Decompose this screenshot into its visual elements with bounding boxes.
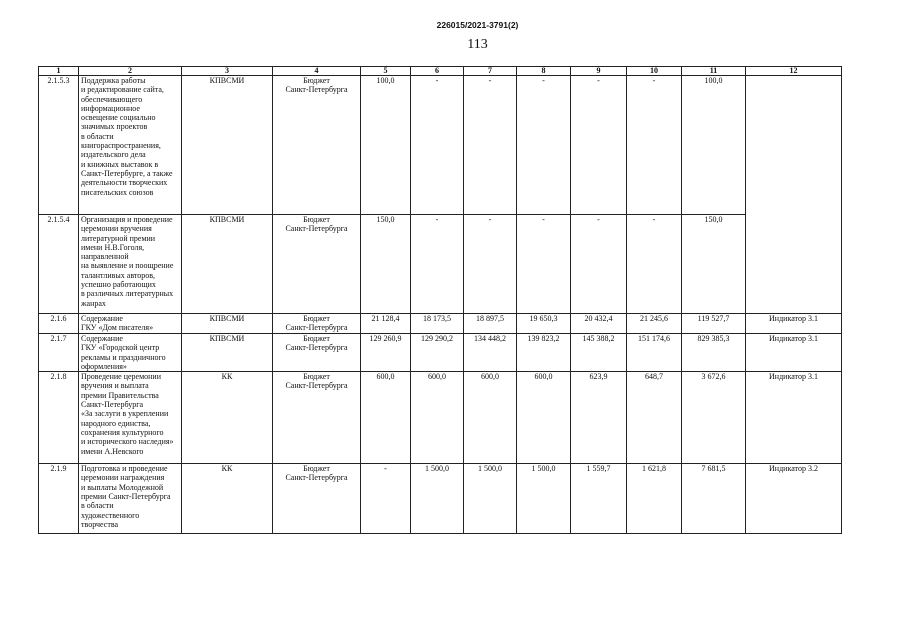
row-total: 7 681,5	[682, 464, 746, 534]
page-number: 113	[467, 37, 488, 52]
row-code: 2.1.9	[39, 464, 79, 534]
row-executor: КПВСМИ	[182, 215, 273, 314]
row-year-value: 20 432,4	[571, 314, 627, 334]
row-year-value: 150,0	[361, 215, 411, 314]
table-row	[39, 372, 842, 464]
column-header: 4	[273, 67, 361, 76]
column-header: 9	[571, 67, 627, 76]
row-year-value: 21 245,6	[627, 314, 682, 334]
row-year-value: 1 500,0	[411, 464, 464, 534]
table-row	[39, 76, 842, 215]
row-code: 2.1.6	[39, 314, 79, 334]
row-name: Организация и проведение церемонии вручения литературной премии имени Н.В.Гоголя, направленной на выявление и поощрение талантливых авторов, успешно работающих в различных литературных жанрах	[79, 215, 182, 314]
row-year-value: 18 897,5	[464, 314, 517, 334]
row-name: Содержание ГКУ «Городской центр рекламы и праздничного оформления»	[79, 334, 182, 372]
column-header: 2	[79, 67, 182, 76]
row-indicator	[746, 76, 842, 314]
row-year-value: 134 448,2	[464, 334, 517, 372]
row-name: Поддержка работы и редактирование сайта, обеспечивающего информационное освещение социально значимых проектов в области книгораспространения, издательского дела и книжных выставок в Санкт-Петербурге, а также деятельности творческих писательских союзов	[79, 76, 182, 215]
row-year-value: 1 500,0	[517, 464, 571, 534]
row-year-value: -	[411, 76, 464, 215]
column-header: 8	[517, 67, 571, 76]
row-code: 2.1.8	[39, 372, 79, 464]
row-year-value: -	[411, 215, 464, 314]
row-code: 2.1.7	[39, 334, 79, 372]
row-year-value: 19 650,3	[517, 314, 571, 334]
row-indicator: Индикатор 3.1	[746, 334, 842, 372]
row-year-value: 1 621,8	[627, 464, 682, 534]
row-year-value: -	[627, 76, 682, 215]
row-executor: КК	[182, 464, 273, 534]
row-year-value: 600,0	[411, 372, 464, 464]
column-header: 10	[627, 67, 682, 76]
row-year-value: 21 128,4	[361, 314, 411, 334]
column-header: 3	[182, 67, 273, 76]
row-code: 2.1.5.4	[39, 215, 79, 314]
row-name: Содержание ГКУ «Дом писателя»	[79, 314, 182, 334]
table-row	[39, 464, 842, 534]
row-funding-source: Бюджет Санкт-Петербурга	[273, 215, 361, 314]
row-year-value: 623,9	[571, 372, 627, 464]
row-year-value: -	[464, 215, 517, 314]
row-year-value: 600,0	[517, 372, 571, 464]
row-year-value: -	[627, 215, 682, 314]
row-year-value: 100,0	[361, 76, 411, 215]
document-registration-number: 226015/2021-3791(2)	[436, 20, 519, 30]
table-row	[39, 215, 842, 314]
row-year-value: 129 260,9	[361, 334, 411, 372]
row-total: 3 672,6	[682, 372, 746, 464]
row-indicator: Индикатор 3.1	[746, 314, 842, 334]
row-year-value: -	[361, 464, 411, 534]
row-year-value: 151 174,6	[627, 334, 682, 372]
row-indicator: Индикатор 3.2	[746, 464, 842, 534]
row-funding-source: Бюджет Санкт-Петербурга	[273, 334, 361, 372]
row-year-value: -	[464, 76, 517, 215]
row-year-value: 600,0	[464, 372, 517, 464]
row-funding-source: Бюджет Санкт-Петербурга	[273, 314, 361, 334]
row-code: 2.1.5.3	[39, 76, 79, 215]
table-body	[39, 76, 842, 534]
row-year-value: 145 388,2	[571, 334, 627, 372]
column-header: 5	[361, 67, 411, 76]
row-year-value: 1 500,0	[464, 464, 517, 534]
column-header: 7	[464, 67, 517, 76]
row-year-value: -	[517, 215, 571, 314]
table-row	[39, 314, 842, 334]
row-year-value: 1 559,7	[571, 464, 627, 534]
column-header: 12	[746, 67, 842, 76]
row-executor: КК	[182, 372, 273, 464]
row-total: 100,0	[682, 76, 746, 215]
column-number-header-row	[39, 67, 842, 76]
row-year-value: 129 290,2	[411, 334, 464, 372]
row-total: 150,0	[682, 215, 746, 314]
row-year-value: -	[517, 76, 571, 215]
row-name: Проведение церемонии вручения и выплата премии Правительства Санкт-Петербурга «За заслуги в укреплении народного единства, сохранения культурного и исторического наследия» имени А.Невского	[79, 372, 182, 464]
row-executor: КПВСМИ	[182, 76, 273, 215]
row-name: Подготовка и проведение церемонии награждения и выплаты Молодежной премии Санкт-Петербурга в области художественного творчества	[79, 464, 182, 534]
row-funding-source: Бюджет Санкт-Петербурга	[273, 464, 361, 534]
column-header: 1	[39, 67, 79, 76]
column-header: 11	[682, 67, 746, 76]
row-funding-source: Бюджет Санкт-Петербурга	[273, 372, 361, 464]
row-year-value: 648,7	[627, 372, 682, 464]
budget-table	[38, 66, 842, 534]
table-row	[39, 334, 842, 372]
row-year-value: 139 823,2	[517, 334, 571, 372]
row-indicator: Индикатор 3.1	[746, 372, 842, 464]
row-funding-source: Бюджет Санкт-Петербурга	[273, 76, 361, 215]
row-year-value: 18 173,5	[411, 314, 464, 334]
row-year-value: -	[571, 215, 627, 314]
row-executor: КПВСМИ	[182, 334, 273, 372]
row-executor: КПВСМИ	[182, 314, 273, 334]
row-total: 829 385,3	[682, 334, 746, 372]
row-year-value: -	[571, 76, 627, 215]
row-year-value: 600,0	[361, 372, 411, 464]
column-header: 6	[411, 67, 464, 76]
row-total: 119 527,7	[682, 314, 746, 334]
